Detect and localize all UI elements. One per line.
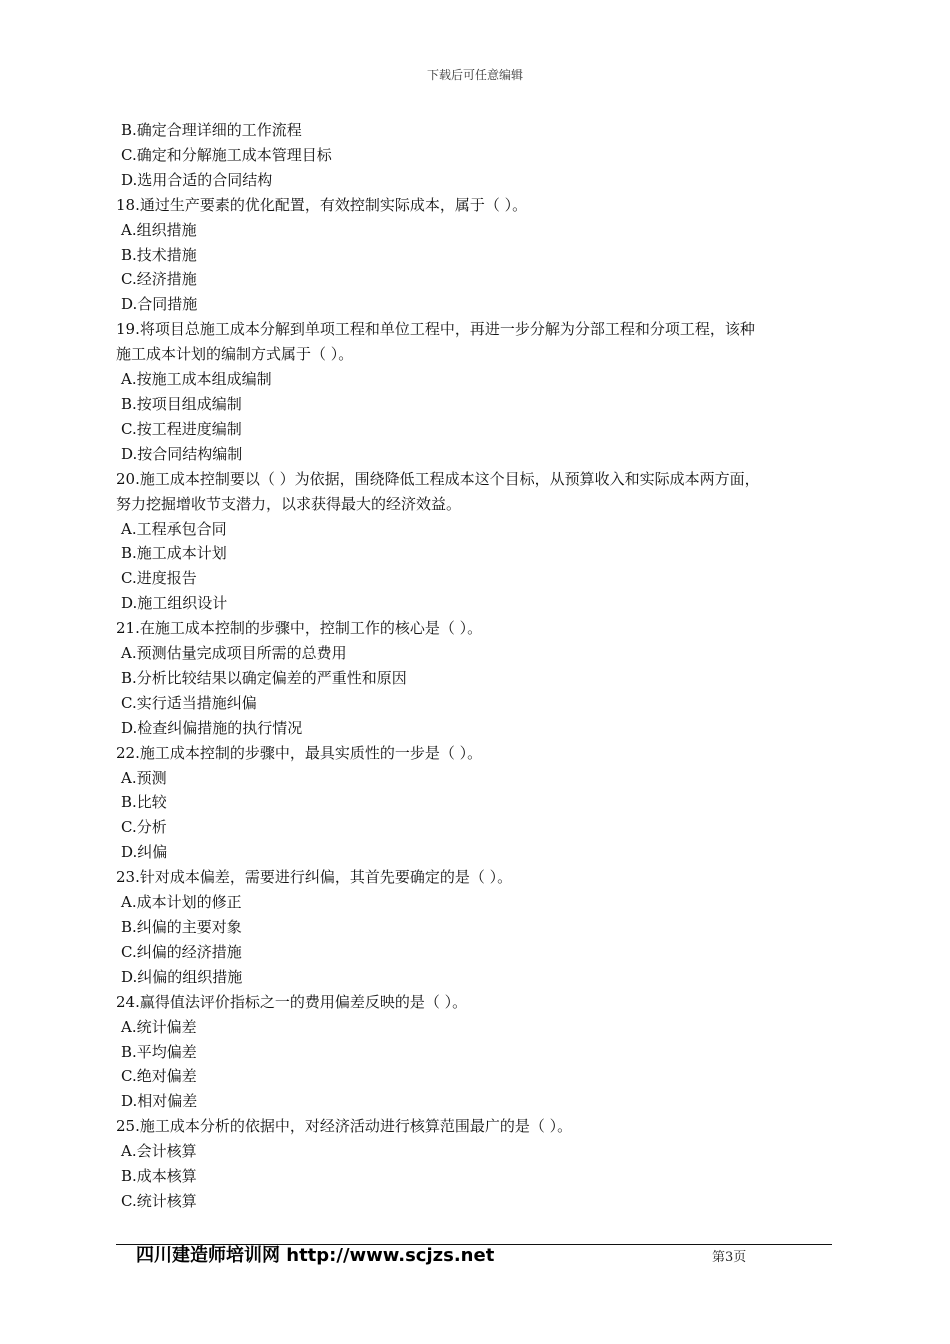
answer-option: B.成本核算 (121, 1167, 197, 1186)
answer-option: D.施工组织设计 (121, 594, 228, 613)
answer-option: C.实行适当措施纠偏 (121, 693, 257, 712)
question-text: 施工成本计划的编制方式属于（ ）。 (116, 345, 354, 364)
question-text: 25.施工成本分析的依据中，对经济活动进行核算范围最广的是（ ）。 (116, 1117, 573, 1136)
answer-option: A.统计偏差 (121, 1017, 197, 1036)
question-text: 21.在施工成本控制的步骤中，控制工作的核心是（ ）。 (116, 619, 483, 638)
answer-option: A.工程承包合同 (121, 519, 227, 538)
answer-option: C.纠偏的经济措施 (121, 942, 242, 961)
answer-option: D.选用合适的合同结构 (121, 170, 273, 189)
answer-option: A.预测 (121, 768, 167, 787)
footer-site-link[interactable]: 四川建造师培训网 http://www.scjzs.net (136, 1245, 495, 1266)
answer-option: B.平均偏差 (121, 1042, 197, 1061)
answer-option: B.技术措施 (121, 245, 197, 264)
answer-option: A.按施工成本组成编制 (121, 370, 272, 389)
answer-option: C.绝对偏差 (121, 1067, 197, 1086)
question-text: 19.将项目总施工成本分解到单项工程和单位工程中，再进一步分解为分部工程和分项工程，该种 (116, 320, 755, 339)
question-text: 22.施工成本控制的步骤中，最具实质性的一步是（ ）。 (116, 743, 483, 762)
answer-option: B.按项目组成编制 (121, 394, 242, 413)
question-text: 24.赢得值法评价指标之一的费用偏差反映的是（ ）。 (116, 992, 468, 1011)
answer-option: A.成本计划的修正 (121, 893, 242, 912)
answer-option: A.组织措施 (121, 220, 197, 239)
answer-option: B.分析比较结果以确定偏差的严重性和原因 (121, 668, 407, 687)
question-text: 努力挖掘增收节支潜力，以求获得最大的经济效益。 (116, 494, 462, 513)
answer-option: A.预测估量完成项目所需的总费用 (121, 644, 347, 663)
answer-option: C.按工程进度编制 (121, 419, 242, 438)
answer-option: D.纠偏的组织措施 (121, 967, 243, 986)
answer-option: D.合同措施 (121, 295, 198, 314)
page-header: 下载后可任意编辑 (426, 68, 523, 82)
page-number: 第3页 (712, 1250, 747, 1265)
question-text: 18.通过生产要素的优化配置，有效控制实际成本，属于（ ）。 (116, 195, 528, 214)
answer-option: A.会计核算 (121, 1142, 197, 1161)
answer-option: B.确定合理详细的工作流程 (121, 121, 302, 139)
answer-option: C.经济措施 (121, 270, 197, 289)
answer-option: C.进度报告 (121, 569, 197, 588)
answer-option: B.纠偏的主要对象 (121, 918, 242, 936)
answer-option: D.检查纠偏措施的执行情况 (121, 718, 303, 737)
question-list (116, 118, 836, 1214)
question-text: 20.施工成本控制要以（ ）为依据，围绕降低工程成本这个目标，从预算收入和实际成本两方面， (116, 469, 760, 488)
answer-option: B.比较 (121, 793, 167, 812)
question-text: 23.针对成本偏差，需要进行纠偏，其首先要确定的是（ ）。 (116, 868, 513, 887)
answer-option: C.确定和分解施工成本管理目标 (121, 145, 332, 164)
answer-option: D.相对偏差 (121, 1092, 198, 1111)
answer-option: C.统计核算 (121, 1191, 197, 1210)
answer-option: D.纠偏 (121, 843, 168, 862)
answer-option: C.分析 (121, 818, 167, 837)
answer-option: D.按合同结构编制 (121, 444, 243, 463)
answer-option: B.施工成本计划 (121, 544, 227, 563)
